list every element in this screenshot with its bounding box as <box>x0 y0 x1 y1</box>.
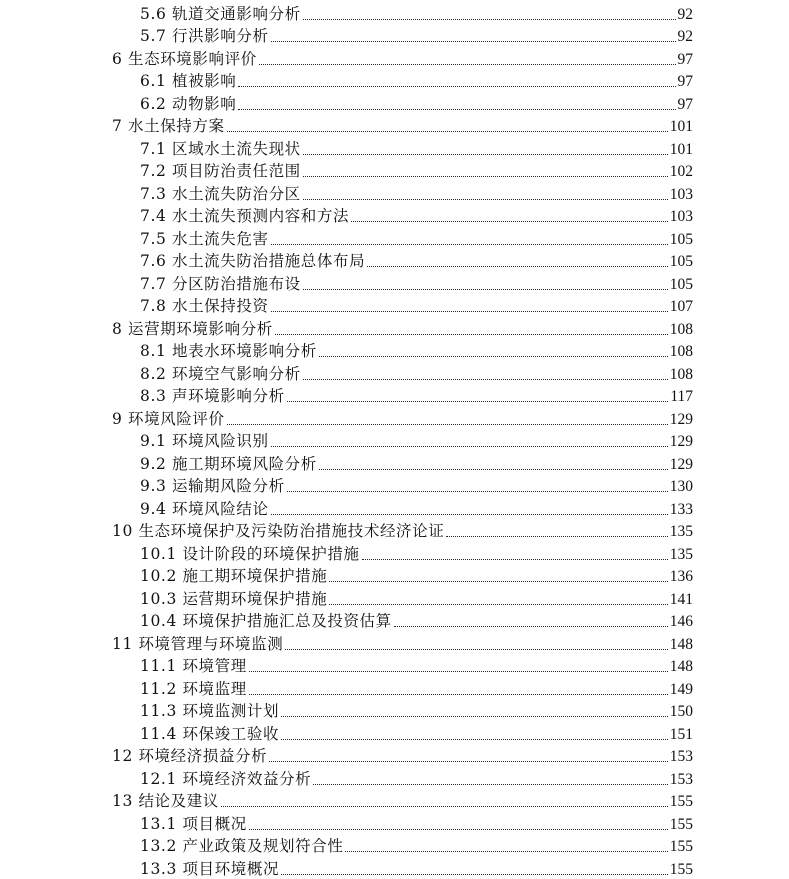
toc-entry-title: 7.3 水土流失防治分区 <box>140 184 301 203</box>
toc-dot-leader <box>351 221 668 222</box>
toc-entry-title: 6.1 植被影响 <box>140 72 237 90</box>
toc-entry-page-number: 148 <box>669 635 693 653</box>
toc-section-entry[interactable] <box>0 159 789 182</box>
toc-entry-title: 7.8 水土保持投资 <box>140 297 269 315</box>
toc-dot-leader <box>238 109 675 110</box>
toc-section-entry[interactable] <box>0 204 789 227</box>
toc-entry-page-number: 129 <box>669 455 693 473</box>
toc-section-entry[interactable] <box>0 811 789 834</box>
toc-chapter-entry[interactable] <box>0 519 789 542</box>
toc-entry-page-number: 105 <box>669 275 693 293</box>
toc-chapter-entry[interactable] <box>0 789 789 812</box>
toc-dot-leader <box>285 649 667 650</box>
toc-section-entry[interactable] <box>0 384 789 407</box>
toc-dot-leader <box>271 446 668 447</box>
toc-dot-leader <box>275 334 668 335</box>
toc-entry-page-number: 97 <box>677 50 693 68</box>
toc-chapter-entry[interactable] <box>0 406 789 429</box>
toc-entry-title: 10.1 设计阶段的环境保护措施 <box>140 544 360 563</box>
toc-dot-leader <box>303 199 668 200</box>
toc-dot-leader <box>249 671 668 672</box>
toc-dot-leader <box>281 716 668 717</box>
toc-dot-leader <box>303 176 668 177</box>
toc-dot-leader <box>313 784 668 785</box>
toc-entry-page-number: 92 <box>677 28 693 45</box>
toc-entry-page-number: 101 <box>669 118 693 135</box>
toc-chapter-entry[interactable] <box>0 316 789 339</box>
toc-section-entry[interactable] <box>0 69 789 92</box>
toc-entry-page-number: 108 <box>669 320 693 338</box>
toc-entry-title: 9.3 运输期风险分析 <box>140 477 285 495</box>
toc-entry-title: 8.1 地表水环境影响分析 <box>140 342 317 360</box>
toc-dot-leader <box>281 874 668 875</box>
toc-entry-page-number: 155 <box>669 860 693 878</box>
toc-dot-leader <box>303 19 676 20</box>
toc-chapter-entry[interactable] <box>0 114 789 137</box>
toc-dot-leader <box>303 289 668 290</box>
toc-entry-page-number: 103 <box>669 185 693 203</box>
toc-dot-leader <box>287 401 669 402</box>
toc-dot-leader <box>259 64 676 65</box>
toc-section-entry[interactable] <box>0 474 789 497</box>
toc-section-entry[interactable] <box>0 181 789 204</box>
toc-entry-title: 5.7 行洪影响分析 <box>140 27 269 45</box>
toc-section-entry[interactable] <box>0 294 789 317</box>
toc-section-entry[interactable] <box>0 766 789 789</box>
toc-entry-title: 12.1 环境经济效益分析 <box>140 769 312 788</box>
toc-dot-leader <box>319 469 668 470</box>
table-of-contents <box>0 1 789 879</box>
toc-entry-title: 7.6 水土流失防治措施总体布局 <box>140 252 366 270</box>
toc-entry-title: 9.4 环境风险结论 <box>140 499 269 518</box>
toc-entry-title: 6.2 动物影响 <box>140 94 237 113</box>
toc-dot-leader <box>446 536 667 537</box>
toc-section-entry[interactable] <box>0 721 789 744</box>
toc-entry-page-number: 151 <box>669 725 693 743</box>
toc-entry-title: 7.7 分区防治措施布设 <box>140 274 301 293</box>
toc-entry-page-number: 108 <box>669 365 693 383</box>
toc-section-entry[interactable] <box>0 339 789 362</box>
toc-dot-leader <box>367 266 668 267</box>
toc-entry-title: 10.3 运营期环境保护措施 <box>140 589 328 608</box>
toc-entry-title: 7.5 水土流失危害 <box>140 229 269 248</box>
toc-entry-title: 5.6 轨道交通影响分析 <box>140 4 301 23</box>
toc-entry-page-number: 146 <box>669 613 693 630</box>
toc-section-entry[interactable] <box>0 496 789 519</box>
toc-entry-page-number: 153 <box>669 770 693 788</box>
toc-entry-page-number: 155 <box>669 793 693 810</box>
toc-entry-title: 7.2 项目防治责任范围 <box>140 162 301 180</box>
toc-dot-leader <box>269 761 667 762</box>
toc-entry-title: 9 环境风险评价 <box>112 409 225 428</box>
toc-entry-page-number: 133 <box>669 500 693 518</box>
toc-entry-page-number: 97 <box>677 73 693 90</box>
toc-section-entry[interactable] <box>0 451 789 474</box>
toc-dot-leader <box>345 851 667 852</box>
toc-entry-page-number: 136 <box>669 568 693 585</box>
toc-chapter-entry[interactable] <box>0 631 789 654</box>
toc-section-entry[interactable] <box>0 541 789 564</box>
toc-entry-page-number: 135 <box>669 523 693 540</box>
toc-dot-leader <box>227 424 668 425</box>
toc-entry-page-number: 129 <box>669 410 693 428</box>
toc-section-entry[interactable] <box>0 361 789 384</box>
toc-section-entry[interactable] <box>0 226 789 249</box>
toc-dot-leader <box>249 829 668 830</box>
toc-section-entry[interactable] <box>0 271 789 294</box>
toc-entry-page-number: 107 <box>669 298 693 315</box>
toc-entry-page-number: 105 <box>669 230 693 248</box>
toc-dot-leader <box>362 559 668 560</box>
toc-section-entry[interactable] <box>0 91 789 114</box>
toc-section-entry[interactable] <box>0 429 789 452</box>
toc-entry-title: 8 运营期环境影响分析 <box>112 319 273 338</box>
toc-dot-leader <box>329 604 667 605</box>
toc-dot-leader <box>394 626 668 627</box>
toc-entry-title: 8.2 环境空气影响分析 <box>140 364 301 383</box>
toc-section-entry[interactable] <box>0 586 789 609</box>
toc-entry-page-number: 101 <box>669 140 693 158</box>
toc-entry-page-number: 135 <box>669 545 693 563</box>
toc-dot-leader <box>271 311 668 312</box>
toc-dot-leader <box>319 356 668 357</box>
toc-dot-leader <box>281 739 668 740</box>
toc-entry-page-number: 103 <box>669 208 693 225</box>
toc-entry-title: 7 水土保持方案 <box>112 117 225 135</box>
toc-entry-title: 13.3 项目环境概况 <box>140 859 280 878</box>
toc-section-entry[interactable] <box>0 1 789 24</box>
toc-dot-leader <box>303 154 668 155</box>
toc-section-entry[interactable] <box>0 24 789 47</box>
toc-section-entry[interactable] <box>0 136 789 159</box>
toc-dot-leader <box>303 379 668 380</box>
toc-dot-leader <box>329 581 667 582</box>
toc-entry-title: 9.2 施工期环境风险分析 <box>140 454 317 473</box>
toc-entry-page-number: 153 <box>669 748 693 765</box>
toc-chapter-entry[interactable] <box>0 46 789 69</box>
toc-entry-title: 13.1 项目概况 <box>140 814 247 833</box>
toc-entry-title: 8.3 声环境影响分析 <box>140 387 285 405</box>
toc-entry-title: 13 结论及建议 <box>112 792 219 810</box>
toc-entry-title: 11.1 环境管理 <box>140 657 247 675</box>
toc-section-entry[interactable] <box>0 249 789 272</box>
toc-entry-title: 6 生态环境影响评价 <box>112 49 257 68</box>
toc-section-entry[interactable] <box>0 856 789 879</box>
toc-entry-page-number: 148 <box>669 658 693 675</box>
toc-section-entry[interactable] <box>0 676 789 699</box>
toc-entry-title: 11.3 环境监测计划 <box>140 702 280 720</box>
toc-section-entry[interactable] <box>0 654 789 677</box>
toc-entry-page-number: 155 <box>669 815 693 833</box>
toc-entry-page-number: 130 <box>669 478 693 495</box>
toc-entry-page-number: 92 <box>677 5 693 23</box>
toc-dot-leader <box>238 86 675 87</box>
toc-entry-title: 7.1 区域水土流失现状 <box>140 139 301 158</box>
toc-section-entry[interactable] <box>0 609 789 632</box>
toc-entry-page-number: 150 <box>669 703 693 720</box>
toc-dot-leader <box>271 514 668 515</box>
toc-dot-leader <box>271 41 676 42</box>
toc-dot-leader <box>249 694 668 695</box>
toc-entry-title: 10 生态环境保护及污染防治措施技术经济论证 <box>112 522 445 540</box>
toc-section-entry[interactable] <box>0 699 789 722</box>
toc-section-entry[interactable] <box>0 564 789 587</box>
toc-entry-title: 7.4 水土流失预测内容和方法 <box>140 207 350 225</box>
toc-entry-title: 13.2 产业政策及规划符合性 <box>140 837 344 855</box>
toc-entry-title: 10.2 施工期环境保护措施 <box>140 567 328 585</box>
toc-entry-title: 10.4 环境保护措施汇总及投资估算 <box>140 612 392 630</box>
toc-entry-title: 11 环境管理与环境监测 <box>112 634 284 653</box>
toc-entry-page-number: 141 <box>669 590 693 608</box>
toc-dot-leader <box>227 131 668 132</box>
toc-entry-title: 11.2 环境监理 <box>140 679 247 698</box>
toc-entry-title: 12 环境经济损益分析 <box>112 747 268 765</box>
toc-entry-page-number: 129 <box>669 433 693 450</box>
toc-entry-page-number: 117 <box>670 388 693 405</box>
toc-entry-page-number: 105 <box>669 253 693 270</box>
toc-entry-page-number: 149 <box>669 680 693 698</box>
toc-dot-leader <box>287 491 668 492</box>
toc-entry-title: 11.4 环保竣工验收 <box>140 724 280 743</box>
toc-dot-leader <box>221 806 668 807</box>
toc-entry-page-number: 108 <box>669 343 693 360</box>
toc-entry-title: 9.1 环境风险识别 <box>140 432 269 450</box>
toc-section-entry[interactable] <box>0 834 789 857</box>
toc-entry-page-number: 102 <box>669 163 693 180</box>
toc-entry-page-number: 155 <box>669 838 693 855</box>
toc-dot-leader <box>271 244 668 245</box>
toc-chapter-entry[interactable] <box>0 744 789 767</box>
toc-entry-page-number: 97 <box>677 95 693 113</box>
